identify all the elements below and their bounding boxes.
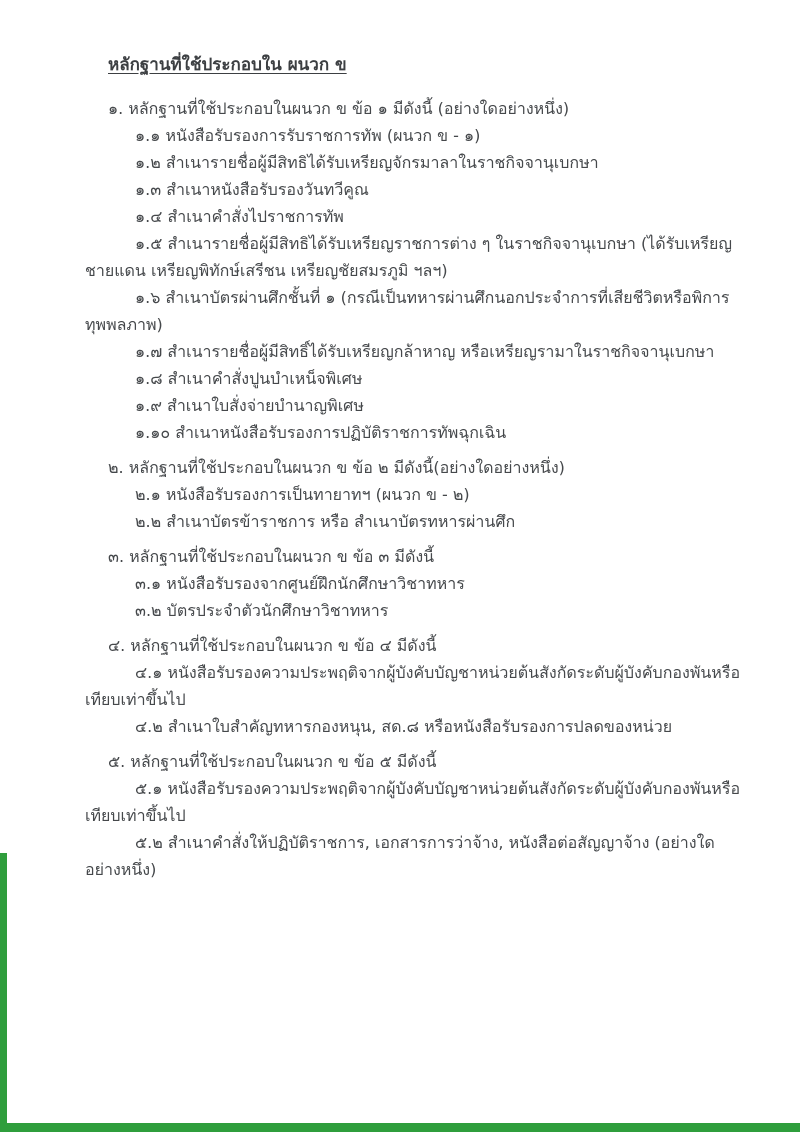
scan-edge-artifact-bottom <box>0 1123 800 1132</box>
list-item: ๔.๒ สำเนาใบสำคัญทหารกองหนุน, สด.๘ หรือหนังสือรับรองการปลดของหน่วย <box>135 717 673 736</box>
list-item: ๓.๑ หนังสือรับรองจากศูนย์ฝึกนักศึกษาวิชาทหาร <box>135 574 465 593</box>
list-item: ๓.๒ บัตรประจำตัวนักศึกษาวิชาทหาร <box>135 601 389 620</box>
section-5-heading: ๕. หลักฐานที่ใช้ประกอบในผนวก ข ข้อ ๕ มีดังนี้ <box>108 752 437 771</box>
list-item: ๑.๖ สำเนาบัตรผ่านศึกชั้นที่ ๑ (กรณีเป็นทหารผ่านศึกนอกประจำการที่เสียชีวิตหรือพิการทุพพลภาพ) <box>85 288 730 334</box>
list-item: ๑.๒ สำเนารายชื่อผู้มีสิทธิได้รับเหรียญจักรมาลาในราชกิจจานุเบกษา <box>135 153 599 172</box>
list-item: ๒.๑ หนังสือรับรองการเป็นทายาทฯ (ผนวก ข - ๒) <box>135 485 470 504</box>
scan-edge-artifact-left <box>0 853 7 1132</box>
list-item: ๑.๑ หนังสือรับรองการรับราชการทัพ (ผนวก ข - ๑) <box>135 126 481 145</box>
list-item: ๑.๗ สำเนารายชื่อผู้มีสิทธิ์ได้รับเหรียญกล้าหาญ หรือเหรียญรามาในราชกิจจานุเบกษา <box>135 342 715 361</box>
section-4-heading: ๔. หลักฐานที่ใช้ประกอบในผนวก ข ข้อ ๔ มีดังนี้ <box>108 636 437 655</box>
section-2-heading: ๒. หลักฐานที่ใช้ประกอบในผนวก ข ข้อ ๒ มีดังนี้(อย่างใดอย่างหนึ่ง) <box>108 458 565 477</box>
section-1 <box>85 95 742 446</box>
section-2 <box>85 454 742 535</box>
list-item: ๔.๑ หนังสือรับรองความประพฤติจากผู้บังคับบัญชาหน่วยต้นสังกัดระดับผู้บังคับกองพันหรือเทียบเท่าขึ้นไป <box>85 663 741 709</box>
list-item: ๒.๒ สำเนาบัตรข้าราชการ หรือ สำเนาบัตรทหารผ่านศึก <box>135 512 516 531</box>
list-item: ๑.๕ สำเนารายชื่อผู้มีสิทธิได้รับเหรียญราชการต่าง ๆ ในราชกิจจานุเบกษา (ได้รับเหรียญชายแดน เหรียญพิทักษ์เสรีชน เหรียญชัยสมรภูมิ ฯลฯ) <box>85 234 732 280</box>
section-1-heading: ๑. หลักฐานที่ใช้ประกอบในผนวก ข ข้อ ๑ มีดังนี้ (อย่างใดอย่างหนึ่ง) <box>108 99 570 118</box>
list-item: ๕.๒ สำเนาคำสั่งให้ปฏิบัติราชการ, เอกสารการว่าจ้าง, หนังสือต่อสัญญาจ้าง (อย่างใดอย่างหนึ่ง) <box>85 833 715 879</box>
section-3 <box>85 543 742 624</box>
document-body <box>85 52 742 891</box>
section-5 <box>85 748 742 883</box>
list-item: ๑.๑๐ สำเนาหนังสือรับรองการปฏิบัติราชการทัพฉุกเฉิน <box>135 423 507 442</box>
list-item: ๑.๓ สำเนาหนังสือรับรองวันทวีคูณ <box>135 180 369 199</box>
list-item: ๑.๙ สำเนาใบสั่งจ่ายบำนาญพิเศษ <box>135 396 364 415</box>
section-4 <box>85 632 742 740</box>
list-item: ๕.๑ หนังสือรับรองความประพฤติจากผู้บังคับบัญชาหน่วยต้นสังกัดระดับผู้บังคับกองพันหรือเทียบเท่าขึ้นไป <box>85 779 741 825</box>
list-item: ๑.๘ สำเนาคำสั่งปูนบำเหน็จพิเศษ <box>135 369 363 388</box>
list-item: ๑.๔ สำเนาคำสั่งไปราชการทัพ <box>135 207 344 226</box>
section-3-heading: ๓. หลักฐานที่ใช้ประกอบในผนวก ข ข้อ ๓ มีดังนี้ <box>108 547 435 566</box>
page-title: หลักฐานที่ใช้ประกอบใน ผนวก ข <box>108 55 347 75</box>
